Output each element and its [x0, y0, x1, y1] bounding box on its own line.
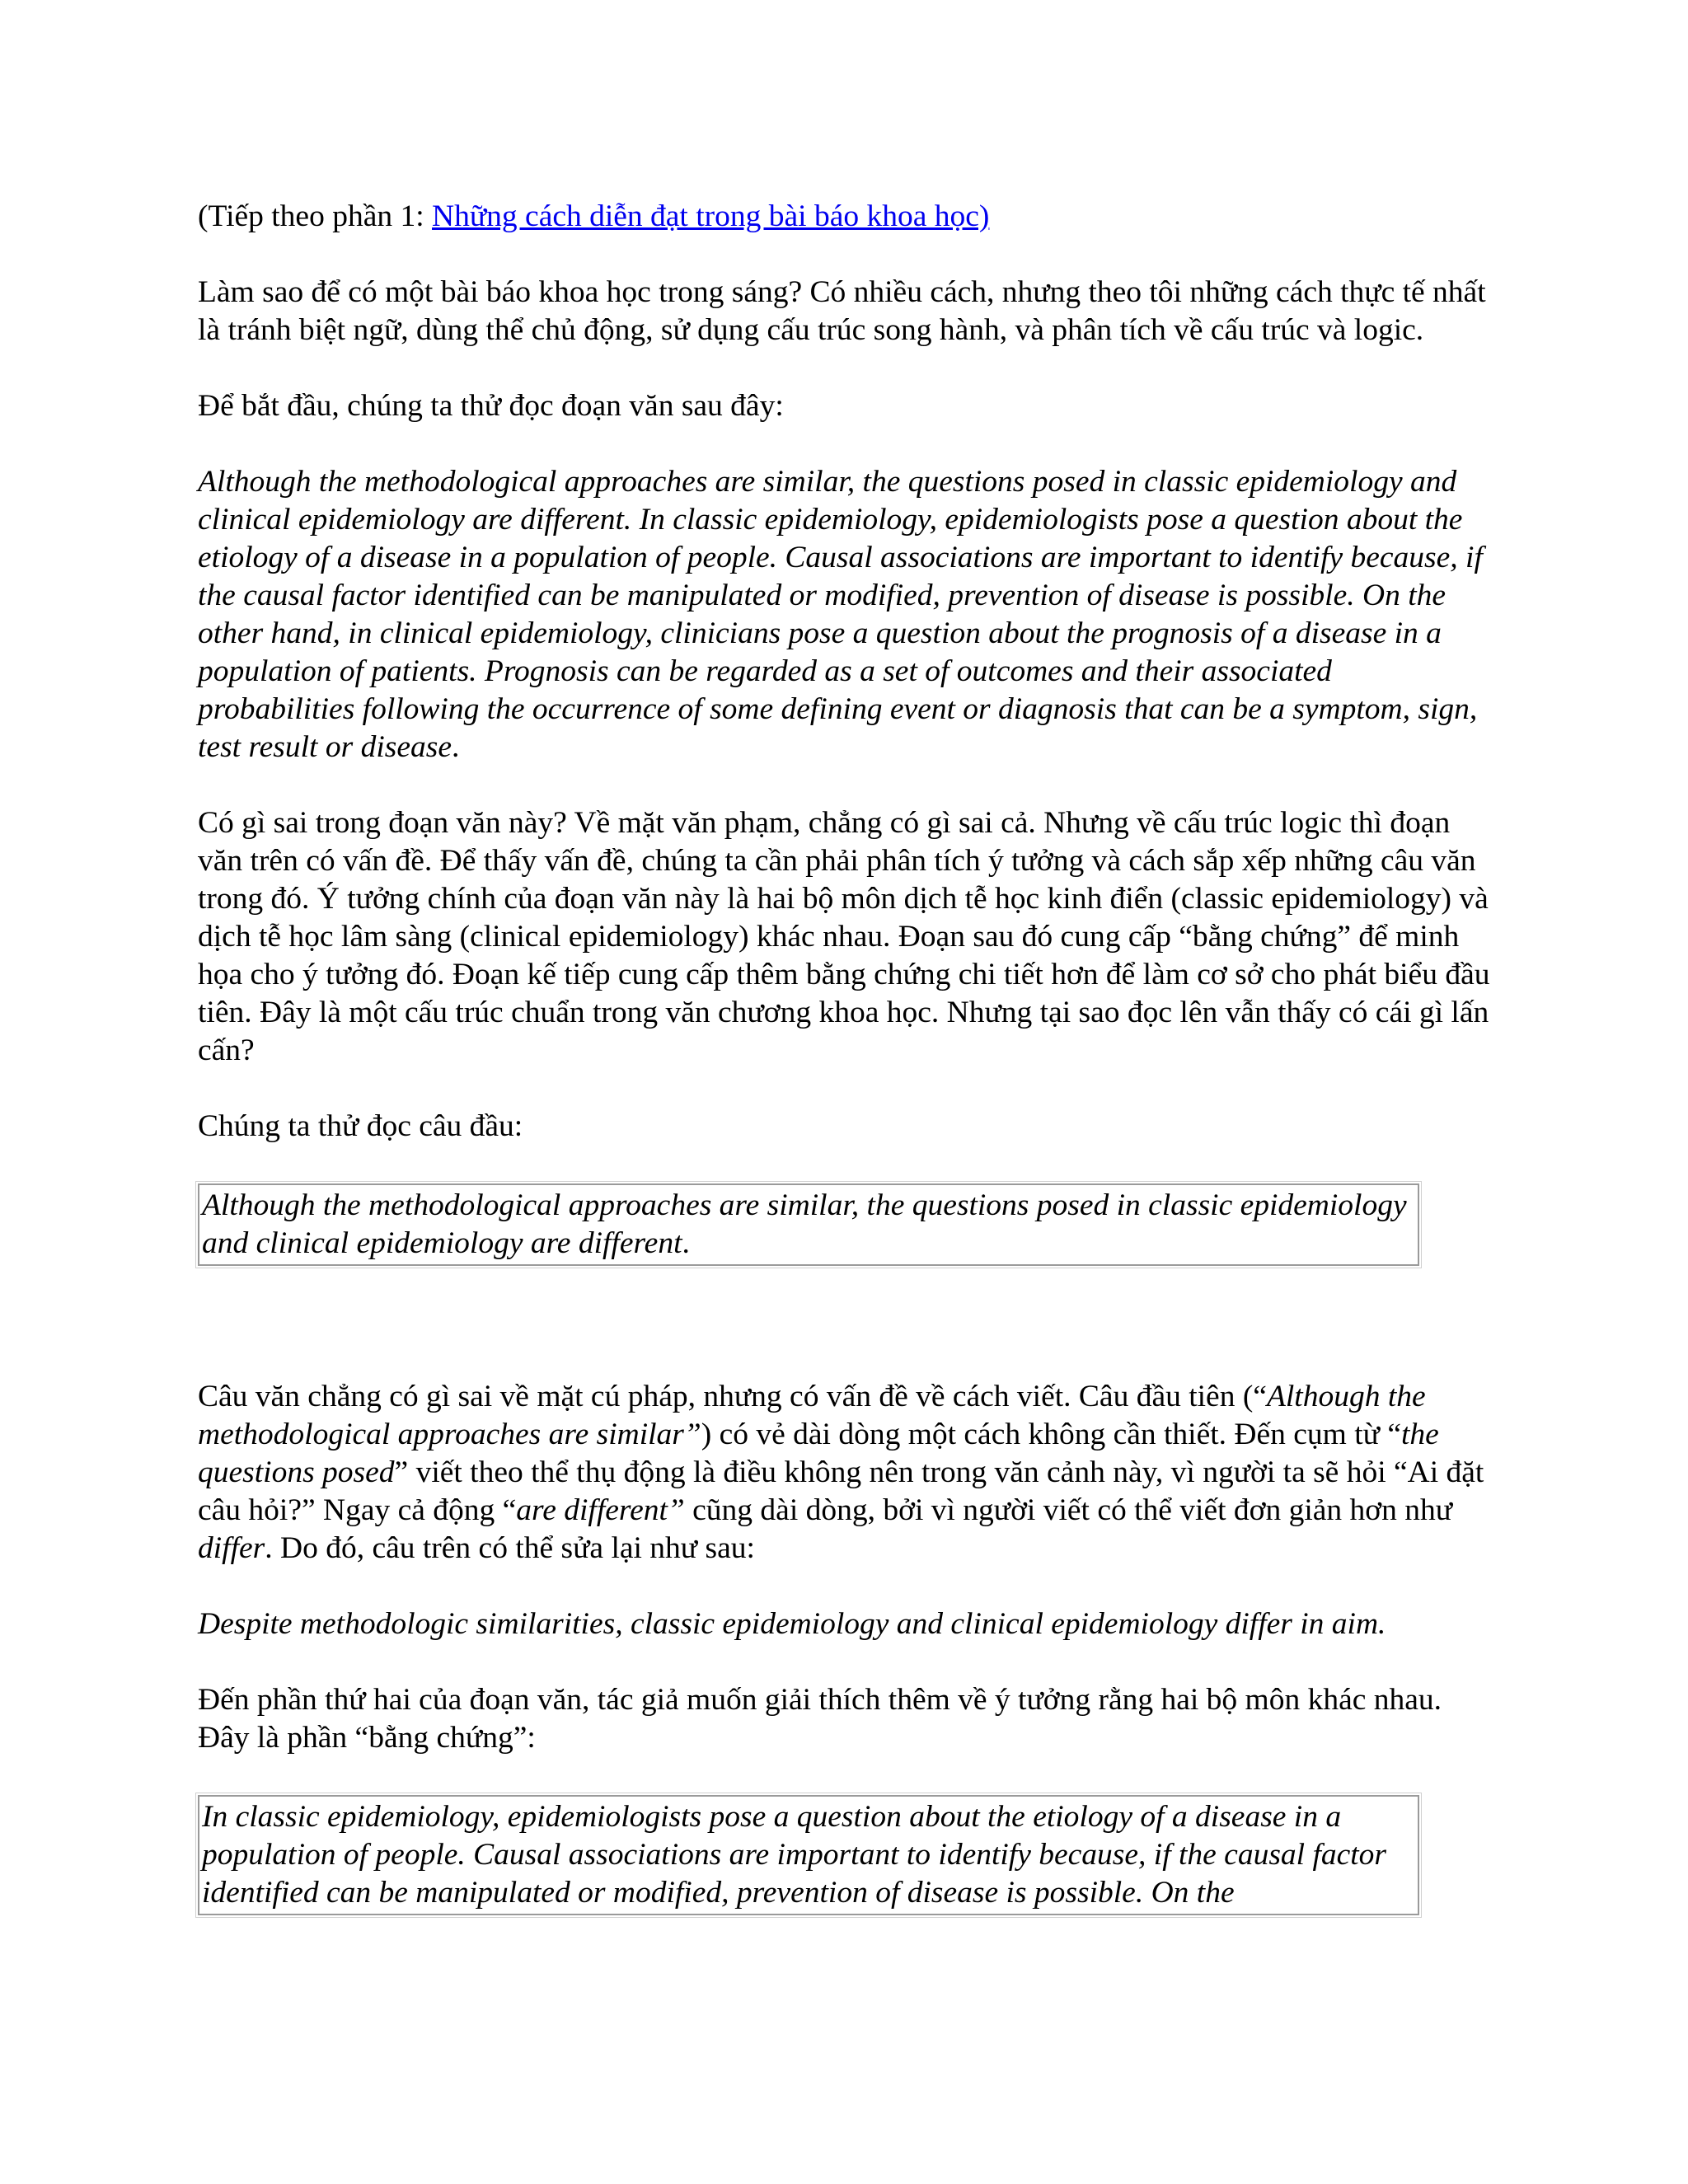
p5-italic-4: differ [198, 1531, 265, 1565]
quoted-passage [198, 463, 1492, 766]
first-sentence-box [198, 1183, 1419, 1266]
evidence-box: In classic epidemiology, epidemiologists pose a question about the etiology of a disease in a population of people. Causal associations are important to identify because, if the causal factor identified can be manipulated or modified, prevention of disease is possible. On the [198, 1795, 1419, 1915]
p5-italic-2: the questions posed [198, 1418, 1439, 1489]
paragraph-6: Đến phần thứ hai của đoạn văn, tác giả muốn giải thích thêm về ý tưởng rằng hai bộ môn khác nhau. Đây là phần “bằng chứng”: [198, 1683, 1442, 1755]
paragraph-1: Làm sao để có một bài báo khoa học trong sáng? Có nhiều cách, nhưng theo tôi những cách thực tế nhất là tránh biệt ngữ, dùng thể chủ động, sử dụng cấu trúc song hành, và phân tích về cấu trúc và logic. [198, 275, 1486, 347]
first-sentence-end: . [682, 1226, 690, 1260]
p5-text-1: Câu văn chẳng có gì sai về mặt cú pháp, nhưng có vấn đề về cách viết. Câu đầu tiên (“ [198, 1380, 1267, 1413]
p5-text-5: . Do đó, câu trên có thể sửa lại như sau: [265, 1531, 755, 1565]
p5-italic-3: are different” [516, 1493, 685, 1527]
document-page [198, 198, 1492, 1953]
quoted-passage-text: Although the methodological approaches are similar, the questions posed in classic epidemiology and clinical epidemiology are different. In classic epidemiology, epidemiologists pose a question about the etiology of a disease in a population of people. Causal associations are important to identify because, if the causal factor identified can be manipulated or modified, prevention of disease is possible. On the other hand, in clinical epidemiology, clinicians pose a question about the prognosis of a disease in a population of patients. Prognosis can be regarded as a set of outcomes and their associated probabilities following the occurrence of some defining event or diagnosis that can be a symptom, sign, test result or disease [198, 465, 1483, 764]
p5-text-3: ” viết theo thể thụ động là điều không nên trong văn cảnh này, vì người ta sẽ hỏi “Ai đặt câu hỏi?” Ngay cả động “ [198, 1455, 1484, 1527]
paragraph-3: Có gì sai trong đoạn văn này? Về mặt văn phạm, chẳng có gì sai cả. Nhưng về cấu trúc logic thì đoạn văn trên có vấn đề. Để thấy vấn đề, chúng ta cần phải phân tích ý tưởng và cách sắp xếp những câu văn trong đó. Ý tưởng chính của đoạn văn này là hai bộ môn dịch tễ học kinh điển (classic epidemiology) và dịch tễ học lâm sàng (clinical epidemiology) khác nhau. Đoạn sau đó cung cấp “bằng chứng” để minh họa cho ý tưởng đó. Đoạn kế tiếp cung cấp thêm bằng chứng chi tiết hơn để làm cơ sở cho phát biểu đầu tiên. Đây là một cấu trúc chuẩn trong văn chương khoa học. Nhưng tại sao đọc lên vẫn thấy có cái gì lấn cấn? [198, 806, 1490, 1067]
part1-link[interactable]: Những cách diễn đạt trong bài báo khoa học) [432, 199, 990, 233]
p5-italic-1: Although the methodological approaches are similar” [198, 1380, 1426, 1451]
paragraph-2: Để bắt đầu, chúng ta thử đọc đoạn văn sau đây: [198, 389, 784, 423]
p5-text-4: cũng dài dòng, bởi vì người viết có thể viết đơn giản hơn như [684, 1493, 1453, 1527]
quoted-passage-end: . [451, 730, 460, 764]
p5-text-2: ) có vẻ dài dòng một cách không cần thiết. Đến cụm từ “ [701, 1418, 1401, 1451]
revised-sentence: Despite methodologic similarities, classic epidemiology and clinical epidemiology differ in aim. [198, 1607, 1386, 1641]
first-sentence-text: Although the methodological approaches are similar, the questions posed in classic epidemiology and clinical epidemiology are different [202, 1188, 1407, 1260]
paragraph-4: Chúng ta thử đọc câu đầu: [198, 1109, 523, 1143]
paragraph-5 [198, 1378, 1492, 1568]
intro-line [198, 198, 1492, 236]
intro-prefix: (Tiếp theo phần 1: [198, 199, 433, 233]
